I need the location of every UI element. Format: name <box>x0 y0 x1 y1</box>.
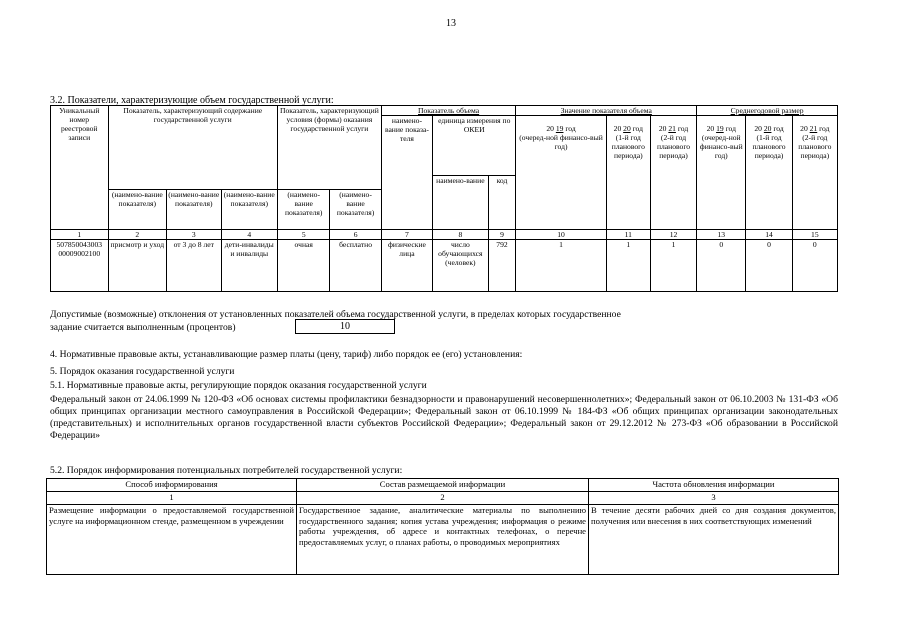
header-volume-indicator: Показатель объема <box>381 106 516 116</box>
section-5-2-title: 5.2. Порядок информирования потенциальных потребителей государственной услуги: <box>50 465 403 476</box>
header-year-plan-1: 20 20 год (1-й год планового периода) <box>606 116 650 230</box>
header-conditions-indicator: Показатель, характеризующий условия (формы) оказания государственной услуги <box>278 106 382 190</box>
header-content-indicator: Показатель, характеризующий содержание государственной услуги <box>108 106 278 190</box>
header-avg-plan-2: 20 21 год (2-й год планового периода) <box>792 116 837 230</box>
info-header-method: Способ информирования <box>47 479 297 492</box>
subheader-name-2: (наимено-вание показателя) <box>167 190 221 230</box>
header-avg-current: 20 19 год (очеред-ной финансо-вый год) <box>697 116 746 230</box>
subheader-name-1: (наимено-вание показателя) <box>108 190 167 230</box>
header-unit: единица измерения по ОКЕИ <box>433 116 516 176</box>
header-volume-name: наимено-вание показа-теля <box>381 116 432 230</box>
registry-number: 507850043003 00009002100 <box>51 240 109 292</box>
header-average-size: Среднегодовой размер <box>697 106 838 116</box>
table-row: Размещение информации о предоставляемой государственной услуге на информационном стенде, размещенном в учреждении Государственное задание, аналитические материалы по выполнению государственного задания; копия устава учреждения; информация о режиме работы учреждения, об адресе и контактных телефонах, о перечне предоставляемых услуг, о планах работы, о проводимых мероприятиях В течение десяти рабочих дней со дня создания документов, получения или внесения в них соответствующих изменений <box>47 505 839 575</box>
section-5-1-text: Федеральный закон от 24.06.1999 № 120-ФЗ «Об основах системы профилактики безнадзорности и правонарушений несовершеннолетних»; Федеральный закон от 06.10.2003 № 131-ФЗ «Об общих принципах организации местного самоуправления в Российской Федерации»; Федеральный закон от 06.10.1999 № 184-ФЗ «Об общих принципах организации законодательных (представительных) и исполнительных органов государственной власти субъектов Российской Федерации»; Федеральный закон от 29.12.2012 № 273-ФЗ «Об образовании в Российской Федерации» <box>50 394 838 441</box>
volume-indicators-table <box>50 105 838 292</box>
section-3-2-title: 3.2. Показатели, характеризующие объем государственной услуги: <box>50 95 334 106</box>
table-row: 507850043003 00009002100 присмотр и уход от 3 до 8 лет дети-инвалиды и инвалиды очная бесплатно физические лица число обучающихся (человек) 792 1 1 1 0 0 0 <box>51 240 838 292</box>
header-year-plan-2: 20 21 год (2-й год планового периода) <box>650 116 696 230</box>
information-table: Способ информирования Состав размещаемой информации Частота обновления информации 1 2 3 Размещение информации о предоставляемой государственной услуге на информационном стенде, размещенном в учреждении Государственное задание, аналитические материалы по выполнению государственного задания; копия устава учреждения; информация о режиме работы учреждения, об адресе и контактных телефонах, о перечне предоставляемых услуг, о планах работы, о проводимых мероприятиях В течение десяти рабочих дней со дня создания документов, получения или внесения в них соответствующих изменений <box>46 478 839 575</box>
header-registry: Уникальный номер реестровой записи <box>51 106 109 230</box>
deviation-text: Допустимые (возможные) отклонения от установленных показателей объема государственной услуги, в пределах которых государственное <box>50 309 621 320</box>
column-number-row: 1 2 3 4 5 6 7 8 9 10 11 12 13 14 15 <box>51 230 838 240</box>
page-number: 13 <box>446 18 456 29</box>
deviation-value-box: 10 <box>295 319 395 334</box>
info-header-content: Состав размещаемой информации <box>297 479 589 492</box>
subheader-name-5: (наимено-вание показателя) <box>330 190 381 230</box>
section-5-1-title: 5.1. Нормативные правовые акты, регулирующие порядок оказания государственной услуги <box>50 380 427 391</box>
header-volume-value: Значение показателя объема <box>516 106 697 116</box>
info-header-frequency: Частота обновления информации <box>589 479 839 492</box>
header-unit-name: наимено-вание <box>433 176 488 230</box>
section-5-title: 5. Порядок оказания государственной услуги <box>50 366 235 377</box>
header-avg-plan-1: 20 20 год (1-й год планового периода) <box>746 116 792 230</box>
deviation-text-2: задание считается выполненным (процентов) <box>50 322 236 333</box>
subheader-name-3: (наимено-вание показателя) <box>221 190 278 230</box>
header-unit-code: код <box>488 176 516 230</box>
section-4-title: 4. Нормативные правовые акты, устанавливающие размер платы (цену, тариф) либо порядок ее (его) установления: <box>50 349 523 360</box>
header-year-current: 20 19 год (очеред-ной финансо-вый год) <box>516 116 606 230</box>
subheader-name-4: (наимено-вание показателя) <box>278 190 330 230</box>
